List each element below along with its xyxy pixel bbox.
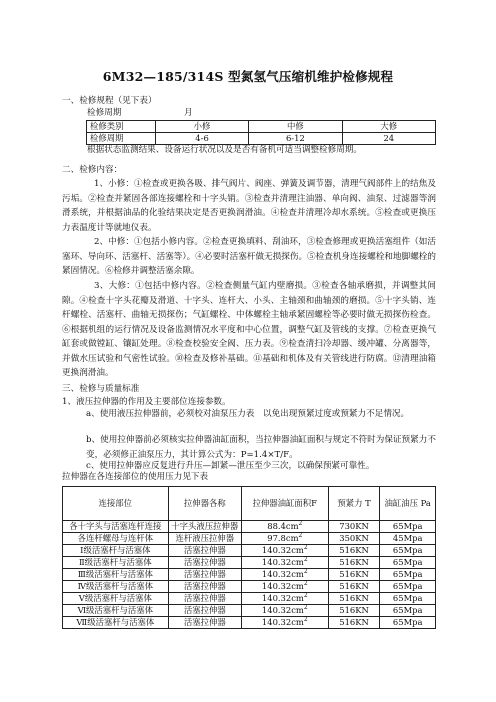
table-cell [63,557,169,569]
column-header: 预紧力 T [328,487,380,521]
tensioner-subheading: 1、液压拉伸器的作用及主要部位连接参数。 [62,397,231,407]
repair-major-paragraph: 3、大修：①包括中修内容。②检查侧量气缸内壁磨损。③检查各轴承磨损，并调整其间隙。④检查十字头花瓣及滑道、十字头、连杆大、小头、主轴颈和曲轴颈的磨损。⑤十字头销、连杆螺栓、活塞杆、曲轴无损探伤；气缸螺栓、中体螺栓主轴承紧固螺栓等必要时做无损探伤检查。⑥根据机组的运行情况及设备监测情况水平度和中心位置，调整气缸及管线的支撑。⑦检查更换气缸套或做镗缸、镶缸处理。⑧检查校验安全阀、压力表。⑨检查清扫冷却器、缓冲罐、分离器等，并做水压试验和气密性试验。⑩检查及修补基础。⑪基础和机体及有关管线进行防腐。⑫清理油箱更换润滑油。 [62,281,436,378]
table-cell [168,605,241,617]
cell-text: Ⅳ级活塞杆与活塞体 [77,581,153,591]
table-row [87,133,436,145]
cell-text: 516KN [339,569,369,579]
column-header: 油缸油压 Pa [380,487,436,521]
table-cell [241,593,328,605]
cycle-cell: 24 [342,133,435,145]
table-cell [380,569,436,581]
unit-superscript: 2 [298,532,303,540]
table-cell [168,569,241,581]
cycle-table [86,120,436,145]
table-row [63,569,436,581]
cell-text: 活塞拉伸器 [183,581,226,591]
table-row [63,593,436,605]
cell-text: 十字头液压拉伸器 [171,521,239,531]
tensioner-table-intro: 拉伸器在各连接部位的使用压力见下表 [62,472,209,482]
cycle-cell: 中修 [249,121,342,133]
cycle-cell: 大修 [342,121,435,133]
column-header: 连接部位 [63,487,169,521]
cell-text: Ⅵ级活塞杆与活塞体 [77,605,154,615]
table-cell [241,581,328,593]
table-cell [241,545,328,557]
cell-text: Ⅱ级活塞杆与活塞体 [78,557,152,567]
table-cell [380,593,436,605]
cell-text: 140.32cm [261,605,304,615]
table-cell [380,557,436,569]
cell-text: 97.8cm [267,533,299,543]
table-row [63,581,436,593]
table-cell [328,569,380,581]
cell-text: 活塞拉伸器 [183,593,226,603]
cycle-cell: 小修 [155,121,248,133]
table-row [63,533,436,545]
cell-text: 活塞拉伸器 [183,569,226,579]
table-row [63,521,436,533]
table-cell [241,569,328,581]
cell-text: 45Mpa [392,533,423,543]
cell-text: 活塞拉伸器 [183,545,226,555]
table-cell [63,533,169,545]
cell-text: 65Mpa [392,569,423,579]
cycle-cell: 6-12 [249,133,342,145]
cell-text: 活塞拉伸器 [183,605,226,615]
table-cell [241,521,328,533]
cell-text: 516KN [339,617,369,627]
cell-text: 516KN [339,605,369,615]
unit-superscript: 2 [298,520,303,528]
cycle-cell: 检修周期 [87,133,156,145]
cell-text: 各十字头与活塞连杆连接 [69,521,162,531]
table-cell [241,533,328,545]
table-cell [328,521,380,533]
tensioner-note-c: c、使用拉伸器应反复进行升压—卸紧—泄压至少三次，以确保预紧可靠性。 [86,461,375,471]
cell-text: 140.32cm [261,545,304,555]
table-cell [380,533,436,545]
cell-text: 350KN [339,533,369,543]
cell-text: 140.32cm [261,593,304,603]
table-cell [380,545,436,557]
period-unit: 月 [184,108,193,118]
cell-text: Ⅶ级活塞杆与活塞体 [76,617,155,627]
cell-text: 65Mpa [392,593,423,603]
cell-text: 活塞拉伸器 [183,557,226,567]
cell-text: 730KN [339,521,369,531]
cell-text: 140.32cm [261,569,304,579]
cell-text: 连杆液压拉伸器 [175,533,235,543]
repair-minor-paragraph: 1、小修：①检查或更换各吸、排气阀片、阀座、弹簧及调节器，清理气阀部件上的结焦及污垢。②检查并紧固各部连接螺栓和十字头销。③检查并清理注油器、单向阀、油泵、过滤器等润滑系统，并根据油品的化验结果决定是否更换润滑油。④检查并清理冷却水系统。⑤检查或更换压力表温度计等就地仪表。 [62,179,436,233]
unit-superscript: 2 [303,556,308,564]
table-row [63,557,436,569]
tensioner-note-b: b、使用拉伸器前必须核实拉伸器油缸面积，当拉伸器油缸面积与规定不符时为保证预紧力不变，必须修正油泵压力，其计算公式为：P=1.4×T/F。 [86,435,436,460]
section1-heading: 一、检修规程（见下表） [62,96,157,106]
cell-text: 65Mpa [392,545,423,555]
unit-superscript: 2 [303,568,308,576]
table-cell [380,521,436,533]
table-cell [63,593,169,605]
table-row [63,617,436,629]
cell-text: 140.32cm [261,557,304,567]
cell-text: 516KN [339,557,369,567]
table-cell [380,617,436,629]
table-cell [328,581,380,593]
table-cell [328,617,380,629]
table-header-row [63,487,436,521]
table-cell [63,605,169,617]
table-cell [328,593,380,605]
cell-text: Ⅰ级活塞杆与活塞体 [80,545,151,555]
cycle-cell: 检修类别 [87,121,156,133]
period-label: 检修周期 [87,108,122,118]
table-cell [168,557,241,569]
cell-text: 65Mpa [392,617,423,627]
table-cell [380,605,436,617]
table-row [87,121,436,133]
column-header: 拉伸器各称 [168,487,241,521]
repair-medium-paragraph: 2、中修：①包括小修内容。②检查更换填料、刮油环，③检查修理或更换活塞组件（如活塞环、导向环、活塞杆、活塞等）。④必要时活塞杆做无损探伤。⑤检查机身连接螺栓和地脚螺栓的紧固情况。⑥检修并调整活塞余隙。 [62,237,436,276]
cell-text: 各连杆螺母与连杆体 [77,533,153,543]
unit-superscript: 2 [303,604,308,612]
table-cell [328,557,380,569]
table-cell [63,545,169,557]
cell-text: Ⅴ级活塞杆与活塞体 [78,593,152,603]
page-title: 6M32—185/314S 型氮氢气压缩机维护检修规程 [102,69,394,84]
table-cell [63,521,169,533]
tensioner-table-body [63,521,436,629]
table-cell [168,533,241,545]
table-cell [328,605,380,617]
table-cell [63,617,169,629]
cycle-note: 根据状态监测结果、设备运行状况以及是否有备机可适当调整检修周期。 [87,145,363,155]
column-header: 拉伸器油缸面积F [241,487,328,521]
table-cell [168,521,241,533]
tensioner-note-a: a、使用液压拉伸器前，必须校对油泵压力表 以免出现预紧过度或预紧力不足情况。 [86,409,410,419]
table-cell [168,617,241,629]
cell-text: 活塞拉伸器 [183,617,226,627]
cell-text: 65Mpa [392,581,423,591]
cell-text: 65Mpa [392,557,423,567]
cell-text: 65Mpa [392,521,423,531]
table-cell [63,581,169,593]
table-cell [168,593,241,605]
cell-text: 140.32cm [261,617,304,627]
table-cell [168,545,241,557]
cell-text: Ⅲ级活塞杆与活塞体 [77,569,153,579]
unit-superscript: 2 [303,544,308,552]
section2-heading: 二、检修内容： [62,165,123,175]
table-row [63,605,436,617]
cell-text: 65Mpa [392,605,423,615]
table-cell [168,581,241,593]
table-cell [328,545,380,557]
section3-heading: 三、检修与质量标准 [62,384,140,394]
table-cell [241,557,328,569]
cell-text: 516KN [339,545,369,555]
table-row [63,545,436,557]
unit-superscript: 2 [303,616,308,624]
cell-text: 88.4cm [267,521,299,531]
table-cell [380,581,436,593]
tensioner-table [62,486,436,629]
table-cell [63,569,169,581]
table-cell [241,605,328,617]
cycle-cell: 4-6 [155,133,248,145]
cell-text: 516KN [339,593,369,603]
cell-text: 140.32cm [261,581,304,591]
cell-text: 516KN [339,581,369,591]
table-cell [241,617,328,629]
table-cell [328,533,380,545]
unit-superscript: 2 [303,580,308,588]
unit-superscript: 2 [303,592,308,600]
